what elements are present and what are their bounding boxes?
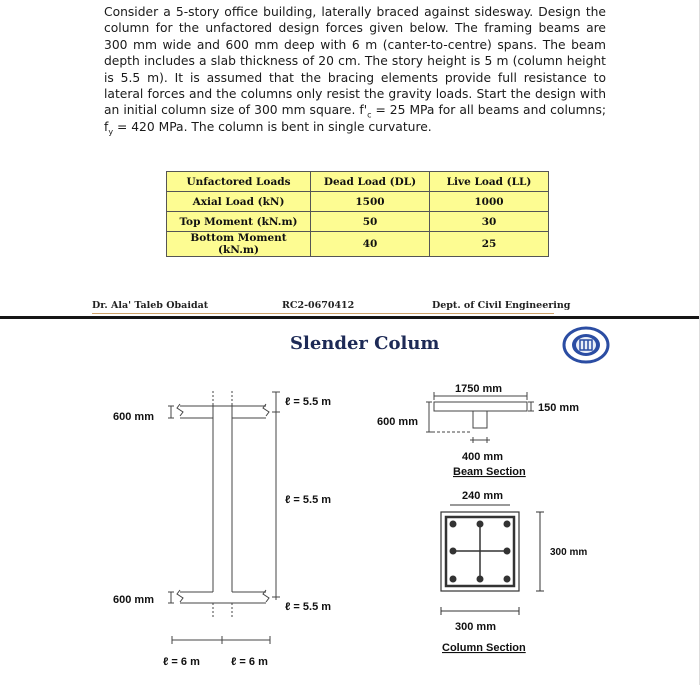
column-height-label: 300 mm [550, 547, 588, 558]
table-cell: 1500 [311, 192, 430, 212]
inner-width-label: 240 mm [462, 490, 503, 502]
table-header: Unfactored Loads [167, 172, 311, 192]
table-cell: 30 [430, 212, 549, 232]
fy-subscript: y [108, 127, 114, 137]
problem-text-part-2: = 25 MPa for all beams and columns; f [104, 103, 606, 134]
column-elevation [168, 391, 280, 644]
web-width-label: 400 mm [462, 451, 503, 463]
bottom-beam-depth-label: 600 mm [113, 594, 154, 606]
table-cell: 1000 [430, 192, 549, 212]
slide-title: Slender Colum [290, 333, 440, 354]
problem-text-part-3: = 420 MPa. The column is bent in single curvature. [113, 119, 432, 134]
slab-thickness-label: 150 mm [538, 402, 579, 414]
problem-text-part-1: Consider a 5-story office building, laterally braced against sidesway. Design the column for the unfactored design forces given below. The framing beams are 300 mm wide and 600 mm deep with 6 m (canter-to-centre) spans. The beam depth includes a slab thickness of 20 cm. The story height is 5 m (column height is 5.5 m). It is assumed that the bracing elements provide full resistance to lateral forces and the columns only resist the gravity loads. Start the design with an initial column size of 300 mm square. f' [104, 5, 606, 118]
top-beam-depth-label: 600 mm [113, 411, 154, 423]
table-cell: Top Moment (kN.m) [167, 212, 311, 232]
mid-length-label: ℓ = 5.5 m [285, 494, 332, 506]
table-cell: Axial Load (kN) [167, 192, 311, 212]
table-header: Live Load (LL) [430, 172, 549, 192]
right-span-label: ℓ = 6 m [231, 656, 268, 668]
bottom-length-label: ℓ = 5.5 m [285, 601, 332, 613]
beam-depth-label: 600 mm [377, 416, 418, 428]
table-cell: Bottom Moment (kN.m) [167, 232, 311, 257]
fc-subscript: c [367, 110, 372, 120]
table-cell: 50 [311, 212, 430, 232]
table-cell: 25 [430, 232, 549, 257]
table-cell: 40 [311, 232, 430, 257]
column-section-caption: Column Section [442, 642, 526, 654]
footer-dept: Dept. of Civil Engineering [432, 300, 571, 311]
flange-width-label: 1750 mm [455, 383, 503, 395]
footer-course: RC2-0670412 [282, 300, 355, 311]
column-section [441, 505, 544, 615]
beam-section [426, 392, 534, 443]
footer-author: Dr. Ala' Taleb Obaidat [92, 300, 209, 311]
table-header: Dead Load (DL) [311, 172, 430, 192]
left-span-label: ℓ = 6 m [163, 656, 200, 668]
top-length-label: ℓ = 5.5 m [285, 396, 332, 408]
column-width-label: 300 mm [455, 621, 496, 633]
beam-section-caption: Beam Section [453, 466, 526, 478]
